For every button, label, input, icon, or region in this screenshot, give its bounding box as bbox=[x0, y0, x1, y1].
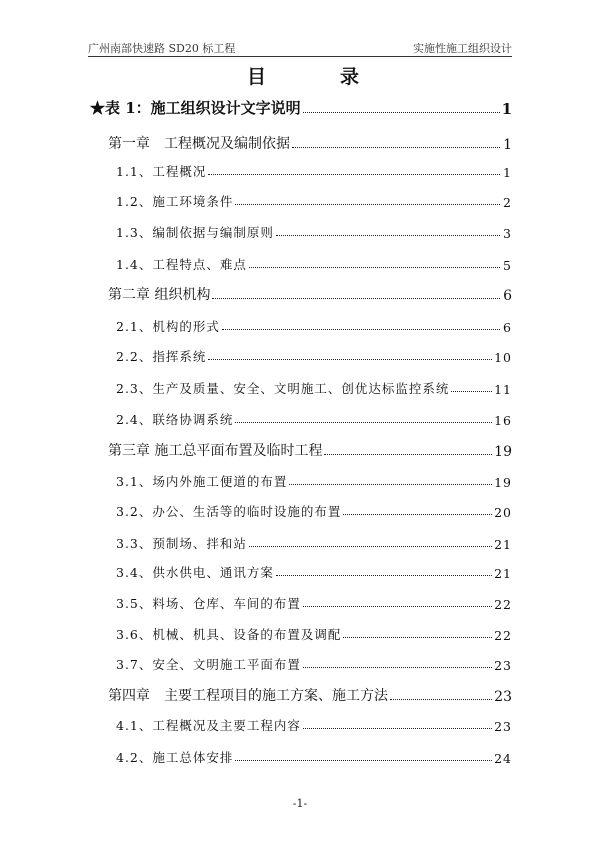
toc-leader-dots bbox=[303, 606, 492, 607]
toc-entry-title: 3.3、预制场、拌和站 bbox=[116, 536, 247, 551]
toc-entry[interactable] bbox=[116, 219, 512, 241]
toc-leader-dots bbox=[208, 174, 500, 175]
toc-entry-page: 6 bbox=[503, 320, 512, 335]
toc-entry[interactable] bbox=[116, 251, 512, 273]
toc-entry-page: 23 bbox=[494, 719, 512, 734]
toc-leader-dots bbox=[276, 235, 500, 236]
toc-entry-page: 23 bbox=[494, 658, 512, 673]
toc-entry-page: 3 bbox=[503, 226, 512, 241]
toc-entry-title: 4.1、工程概况及主要工程内容 bbox=[116, 718, 301, 733]
toc-entry-title: 3.7、安全、文明施工平面布置 bbox=[116, 657, 301, 672]
toc-entry[interactable] bbox=[116, 559, 512, 581]
toc-entry-title: 2.1、机构的形式 bbox=[116, 319, 220, 334]
toc-leader-dots bbox=[303, 728, 492, 729]
toc-leader-dots bbox=[292, 147, 500, 148]
toc-entry[interactable] bbox=[116, 590, 512, 612]
toc-entry[interactable] bbox=[90, 96, 512, 118]
toc-entry-page: 5 bbox=[503, 258, 512, 273]
toc-entry[interactable] bbox=[116, 712, 512, 734]
toc-entry[interactable] bbox=[116, 375, 512, 397]
toc-leader-dots bbox=[451, 391, 492, 392]
toc-leader-dots bbox=[324, 454, 492, 455]
toc-entry[interactable] bbox=[116, 498, 512, 520]
toc-entry-page: 10 bbox=[494, 350, 512, 365]
header-project-name: 广州南部快速路 SD20 标工程 bbox=[88, 42, 236, 55]
toc-entry-title: ★表 1：施工组织设计文字说明 bbox=[90, 99, 301, 117]
toc-entry-title: 4.2、施工总体安排 bbox=[116, 750, 234, 765]
toc-entry-page: 21 bbox=[494, 537, 512, 552]
toc-entry[interactable] bbox=[116, 158, 512, 180]
toc-leader-dots bbox=[390, 699, 492, 700]
toc-entry-title: 1.2、施工环境条件 bbox=[116, 194, 234, 209]
toc-leader-dots bbox=[343, 514, 492, 515]
toc-entry[interactable] bbox=[116, 621, 512, 643]
toc-entry-title: 1.4、工程特点、难点 bbox=[116, 257, 247, 272]
toc-leader-dots bbox=[222, 329, 500, 330]
toc-entry-title: 第一章 工程概况及编制依据 bbox=[108, 136, 290, 152]
toc-entry-page: 1 bbox=[503, 165, 512, 180]
toc-entry-title: 第四章 主要工程项目的施工方案、施工方法 bbox=[108, 688, 388, 704]
toc-entry-title: 1.1、工程概况 bbox=[116, 164, 207, 179]
title-char-2: 录 bbox=[340, 66, 362, 88]
toc-entry-page: 19 bbox=[494, 444, 512, 460]
toc-entry-page: 16 bbox=[494, 413, 512, 428]
toc-entry[interactable] bbox=[108, 438, 512, 460]
toc-entry[interactable] bbox=[116, 343, 512, 365]
toc-entry[interactable] bbox=[116, 530, 512, 552]
toc-entry-page: 19 bbox=[494, 475, 512, 490]
toc-entry[interactable] bbox=[108, 131, 512, 153]
toc-entry-title: 3.1、场内外施工便道的布置 bbox=[116, 474, 288, 489]
toc-entry-page: 1 bbox=[503, 137, 512, 153]
toc-leader-dots bbox=[235, 422, 492, 423]
toc-leader-dots bbox=[276, 575, 492, 576]
toc-entry-page: 11 bbox=[494, 382, 512, 397]
toc-entry-title: 第二章 组织机构 bbox=[108, 287, 211, 303]
toc-entry-page: 21 bbox=[494, 566, 512, 581]
toc-entry-page: 22 bbox=[494, 628, 512, 643]
toc-leader-dots bbox=[289, 484, 492, 485]
toc-leader-dots bbox=[208, 359, 492, 360]
toc-leader-dots bbox=[212, 298, 500, 299]
toc-entry-page: 23 bbox=[494, 689, 512, 705]
toc-entry-title: 2.2、指挥系统 bbox=[116, 349, 207, 364]
toc-entry[interactable] bbox=[116, 651, 512, 673]
toc-entry-title: 3.5、料场、仓库、车间的布置 bbox=[116, 596, 301, 611]
toc-leader-dots bbox=[249, 546, 492, 547]
toc-entry-title: 2.4、联络协调系统 bbox=[116, 412, 234, 427]
title-char-1: 目 bbox=[247, 66, 269, 88]
toc-entry[interactable] bbox=[116, 468, 512, 490]
toc-entry-page: 22 bbox=[494, 597, 512, 612]
toc-leader-dots bbox=[303, 112, 500, 113]
toc-leader-dots bbox=[303, 667, 492, 668]
page-header bbox=[88, 38, 512, 57]
toc-leader-dots bbox=[249, 267, 500, 268]
page-number: -1- bbox=[292, 797, 308, 810]
toc-entry[interactable] bbox=[108, 282, 512, 304]
toc-leader-dots bbox=[343, 637, 492, 638]
toc-entry[interactable] bbox=[108, 683, 512, 705]
header-document-type: 实施性施工组织设计 bbox=[413, 42, 512, 55]
toc-entry[interactable] bbox=[116, 744, 512, 766]
toc-entry-page: 2 bbox=[503, 195, 512, 210]
toc-entry[interactable] bbox=[116, 406, 512, 428]
toc-entry-title: 3.6、机械、机具、设备的布置及调配 bbox=[116, 627, 342, 642]
toc-entry-page: 20 bbox=[494, 505, 512, 520]
toc-entry-title: 1.3、编制依据与编制原则 bbox=[116, 225, 274, 240]
toc-entry-page: 6 bbox=[503, 288, 512, 304]
toc-entry-title: 3.2、办公、生活等的临时设施的布置 bbox=[116, 504, 342, 519]
toc-entry-page: 1 bbox=[501, 100, 512, 118]
toc-entry-title: 第三章 施工总平面布置及临时工程 bbox=[108, 443, 323, 459]
toc-entry-title: 2.3、生产及质量、安全、文明施工、创优达标监控系统 bbox=[116, 381, 450, 396]
toc-entry-title: 3.4、供水供电、通讯方案 bbox=[116, 565, 274, 580]
toc-entry-page: 24 bbox=[494, 751, 512, 766]
toc-leader-dots bbox=[235, 760, 492, 761]
toc-leader-dots bbox=[235, 204, 500, 205]
toc-entry[interactable] bbox=[116, 313, 512, 335]
toc-entry[interactable] bbox=[116, 188, 512, 210]
